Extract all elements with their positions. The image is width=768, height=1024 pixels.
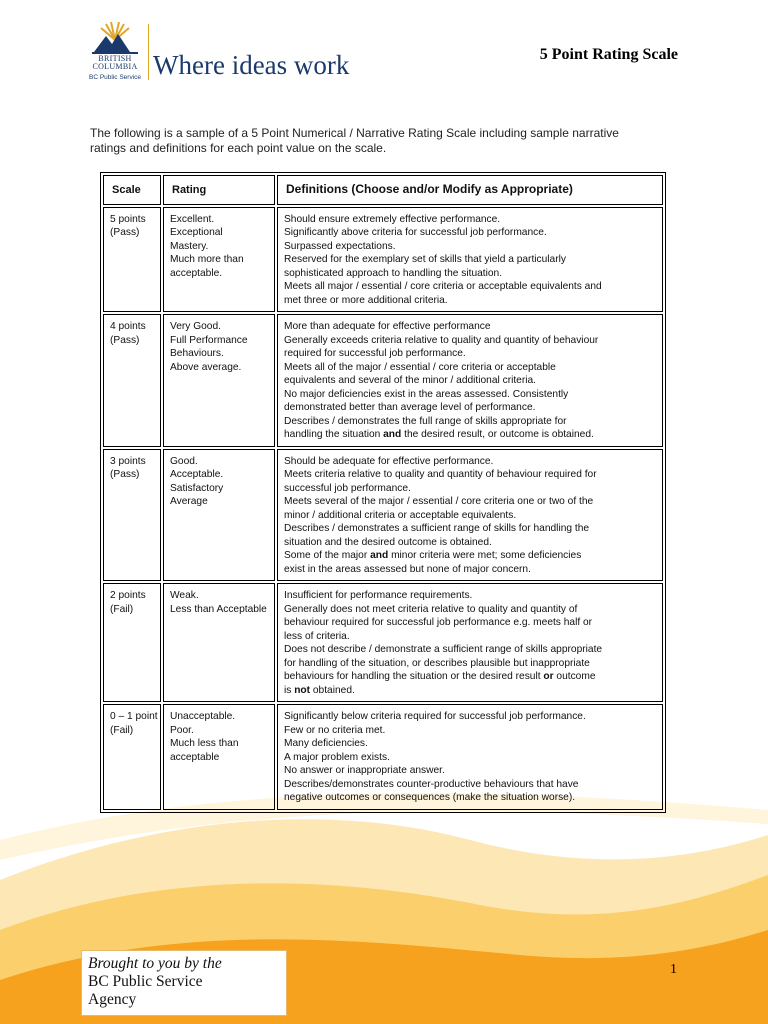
rating-cell [163, 314, 275, 447]
definition-line: Surpassed expectations. [284, 240, 396, 252]
rating-cell [163, 207, 275, 313]
rating-text: Much more than [170, 254, 244, 265]
logo-tagline: Where ideas work [153, 50, 350, 80]
scale-text: (Fail) [110, 603, 134, 615]
brought-to-you-box [81, 950, 287, 1016]
definition-cell [277, 583, 663, 702]
definition-line: More than adequate for effective performance [284, 321, 491, 332]
definition-line: Describes / demonstrates the full range of skills appropriate for [284, 415, 567, 427]
rating-text: Weak. [170, 590, 199, 601]
definition-line: successful job performance. [284, 482, 411, 494]
rating-text: Average [170, 496, 208, 507]
definition-line: equivalents and several of the minor / additional criteria. [284, 375, 536, 386]
rating-text: Satisfactory [170, 482, 224, 494]
definition-fragment: outcome [556, 671, 596, 682]
definition-line: Meets criteria relative to quality and quantity of behaviour required for [284, 469, 597, 480]
rating-text: Full Performance [170, 334, 248, 346]
definition-line: Meets all of the major / essential / core criteria or acceptable [284, 361, 556, 373]
definition-line: No major deficiencies exist in the areas assessed. Consistently [284, 388, 569, 400]
definition-line: Does not describe / demonstrate a sufficient range of skills appropriate [284, 644, 603, 655]
definition-cell [277, 704, 663, 810]
definition-line: Meets several of the major / essential / core criteria one or two of the [284, 496, 594, 507]
rating-text: Good. [170, 455, 198, 467]
rating-scale-table [100, 172, 666, 813]
definition-line: No answer or inappropriate answer. [284, 765, 445, 776]
brought-line: BC Public Service [88, 973, 203, 990]
table-row [103, 583, 663, 702]
definition-line: negative outcomes or consequences (make the situation worse). [284, 792, 576, 803]
scale-text: 0 – 1 point [110, 711, 158, 722]
table-row [103, 704, 663, 810]
rating-text: Acceptable. [170, 469, 224, 480]
header-scale: Scale [103, 175, 161, 205]
definition-line: Insufficient for performance requirements. [284, 590, 473, 601]
definition-line: minor / additional criteria or acceptable equivalents. [284, 509, 517, 521]
brought-line: Brought to you by the [88, 955, 222, 972]
brought-line: Agency [88, 991, 137, 1008]
logo-line-1: BRITISH [98, 54, 132, 63]
rating-text: Exceptional [170, 227, 223, 238]
definition-line: Should ensure extremely effective performance. [284, 213, 501, 225]
definition-line [284, 684, 657, 698]
intro-line: ratings and definitions for each point value on the scale. [90, 141, 387, 155]
table-row [103, 207, 663, 313]
rating-cell [163, 704, 275, 810]
definition-line: Describes / demonstrates a sufficient range of skills for handling the [284, 523, 590, 534]
definition-line [284, 428, 657, 442]
scale-cell [103, 207, 161, 313]
definition-line: for handling of the situation, or describes plausible but inappropriate [284, 657, 590, 669]
rating-text: Less than Acceptable [170, 603, 267, 615]
definition-line: less of criteria. [284, 630, 350, 642]
definition-line: behaviour required for successful job performance e.g. meets half or [284, 617, 593, 628]
rating-cell [163, 449, 275, 582]
definition-line: demonstrated better than average level of performance. [284, 402, 536, 413]
rating-text: acceptable. [170, 267, 223, 279]
definition-emphasis: or [543, 671, 554, 682]
rating-text: Excellent. [170, 213, 215, 225]
rating-scale-table-wrapper [100, 172, 666, 813]
definition-emphasis: and [370, 550, 389, 561]
definition-line: Reserved for the exemplary set of skills that yield a particularly [284, 254, 566, 265]
definition-emphasis: not [294, 684, 311, 696]
definition-line: sophisticated approach to handling the situation. [284, 267, 503, 279]
definition-line: Should be adequate for effective performance. [284, 455, 494, 467]
scale-text: (Pass) [110, 334, 140, 346]
definition-line: met three or more additional criteria. [284, 294, 448, 306]
sun-mountains-icon [86, 22, 144, 56]
logo-service-name: BC Public Service [88, 74, 142, 81]
logo-divider [148, 24, 149, 80]
rating-text: Above average. [170, 361, 242, 373]
rating-cell [163, 583, 275, 702]
scale-text: (Fail) [110, 724, 134, 736]
scale-text: 3 points [110, 455, 146, 467]
document-title: 5 Point Rating Scale [539, 46, 678, 63]
scale-text: 2 points [110, 590, 146, 601]
definition-line: Generally exceeds criteria relative to quality and quantity of behaviour [284, 334, 599, 346]
scale-cell [103, 314, 161, 447]
scale-text: 5 points [110, 213, 146, 225]
header-definitions: Definitions (Choose and/or Modify as Appropriate) [277, 175, 663, 205]
definition-line: situation and the desired outcome is obtained. [284, 536, 492, 548]
definition-line: Significantly below criteria required for successful job performance. [284, 711, 586, 722]
definition-fragment: the desired result, or outcome is obtained. [404, 429, 594, 440]
definition-line: A major problem exists. [284, 751, 390, 763]
definition-line: exist in the areas assessed but none of major concern. [284, 563, 531, 575]
rating-text: Mastery. [170, 240, 209, 252]
definition-line: Generally does not meet criteria relative to quality and quantity of [284, 603, 578, 615]
definition-line: Few or no criteria met. [284, 724, 386, 736]
definition-cell [277, 449, 663, 582]
rating-text: Behaviours. [170, 348, 224, 359]
definition-fragment: handling the situation [284, 429, 381, 440]
definition-fragment: obtained. [312, 684, 355, 696]
scale-cell [103, 704, 161, 810]
definition-line: Significantly above criteria for successful job performance. [284, 227, 547, 238]
rating-text: Very Good. [170, 321, 221, 332]
logo-line-2: COLUMBIA [92, 62, 138, 71]
definition-line: Meets all major / essential / core criteria or acceptable equivalents and [284, 281, 602, 292]
definition-fragment: behaviours for handling the situation or the desired result [284, 671, 541, 682]
scale-text: 4 points [110, 321, 146, 332]
table-header-row [103, 175, 663, 205]
scale-cell [103, 583, 161, 702]
scale-text: (Pass) [110, 227, 140, 238]
header-rating: Rating [163, 175, 275, 205]
definition-line: Describes/demonstrates counter-productive behaviours that have [284, 778, 579, 790]
definition-line: Many deficiencies. [284, 738, 368, 749]
rating-text: Poor. [170, 724, 194, 736]
scale-text: (Pass) [110, 469, 140, 480]
rating-text: Much less than [170, 738, 239, 749]
page-number: 1 [670, 962, 677, 977]
table-row [103, 314, 663, 447]
definition-fragment: Some of the major [284, 550, 368, 561]
definition-fragment: minor criteria were met; some deficiencies [391, 550, 582, 561]
logo-province-name [86, 55, 144, 71]
table-row [103, 449, 663, 582]
definition-line [284, 549, 657, 563]
definition-line [284, 670, 657, 684]
definition-fragment: is [284, 684, 292, 696]
scale-cell [103, 449, 161, 582]
definition-cell [277, 314, 663, 447]
intro-line: The following is a sample of a 5 Point Numerical / Narrative Rating Scale including sample narrative [90, 126, 619, 140]
definition-cell [277, 207, 663, 313]
bc-public-service-logo [86, 22, 350, 84]
intro-paragraph [90, 126, 690, 156]
definition-emphasis: and [383, 429, 402, 440]
definition-line: required for successful job performance. [284, 348, 466, 359]
rating-text: acceptable [170, 751, 220, 763]
rating-text: Unacceptable. [170, 711, 236, 722]
